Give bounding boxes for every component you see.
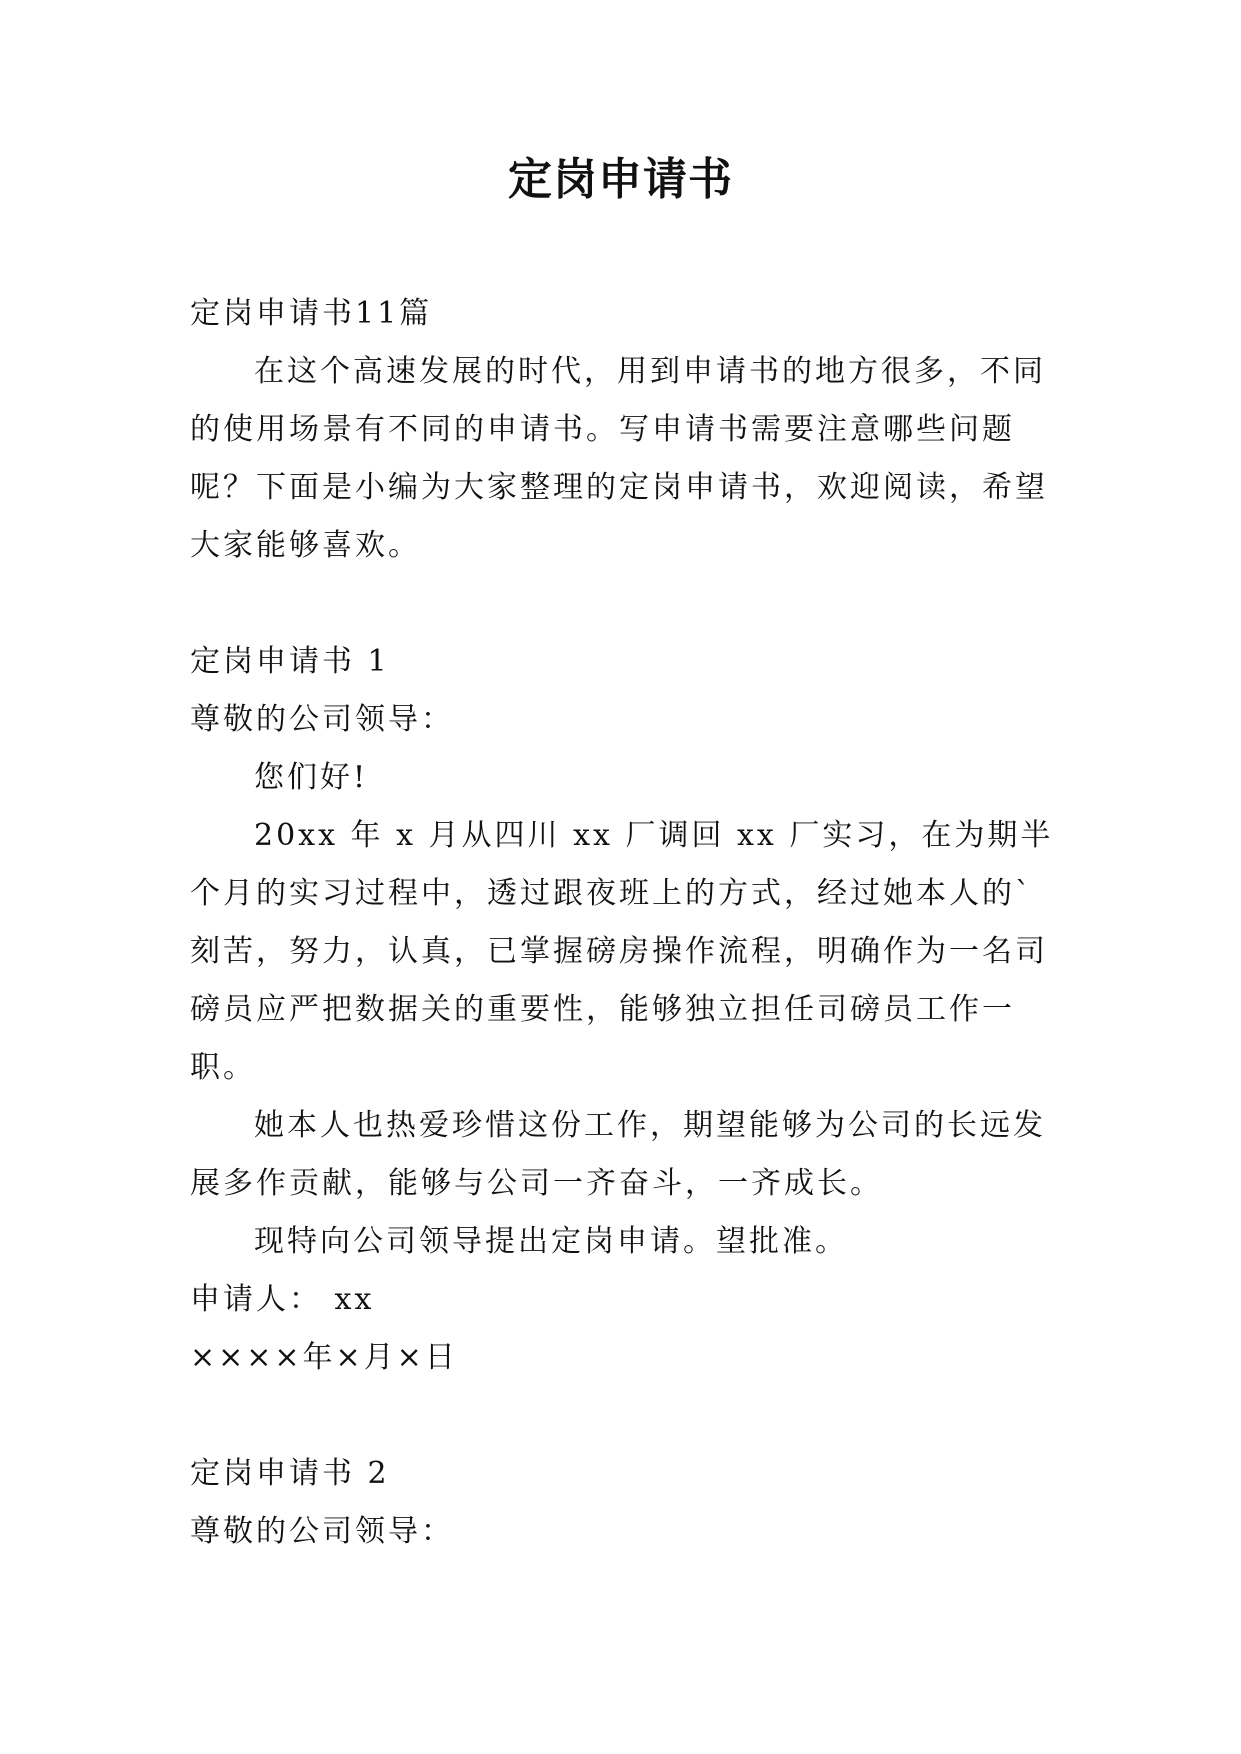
section2-salutation: 尊敬的公司领导： — [190, 1514, 454, 1549]
spacer — [190, 575, 1060, 633]
intro-paragraph: 在这个高速发展的时代，用到申请书的地方很多，不同的使用场景有不同的申请书。写申请书需要注意哪些问题呢？下面是小编为大家整理的定岗申请书，欢迎阅读，希望大家能够喜欢。 — [190, 354, 1048, 563]
document-title: 定岗申请书 — [508, 154, 733, 205]
section1-paragraph-2: 她本人也热爱珍惜这份工作，期望能够为公司的长远发展多作贡献，能够与公司一齐奋斗，一齐成长。 — [190, 1108, 1046, 1201]
section1-salutation: 尊敬的公司领导： — [190, 702, 454, 737]
section1-applicant: 申请人： xx — [190, 1282, 375, 1317]
document-subtitle: 定岗申请书11篇 — [190, 296, 433, 331]
spacer — [190, 1387, 1060, 1445]
section1-paragraph-3: 现特向公司领导提出定岗申请。望批准。 — [254, 1224, 848, 1259]
section1-heading: 定岗申请书 1 — [190, 644, 390, 679]
document-body — [190, 285, 1060, 1561]
section1-date: ××××年×月×日 — [190, 1340, 458, 1375]
section1-greeting: 您们好! — [254, 760, 369, 795]
section1-paragraph-1: 20xx 年 x 月从四川 xx 厂调回 xx 厂实习，在为期半个月的实习过程中，透过跟夜班上的方式，经过她本人的`刻苦，努力，认真，已掌握磅房操作流程，明确作为一名司磅员应严把数据关的重要性，能够独立担任司磅员工作一职。 — [190, 818, 1054, 1085]
section2-heading: 定岗申请书 2 — [190, 1456, 390, 1491]
